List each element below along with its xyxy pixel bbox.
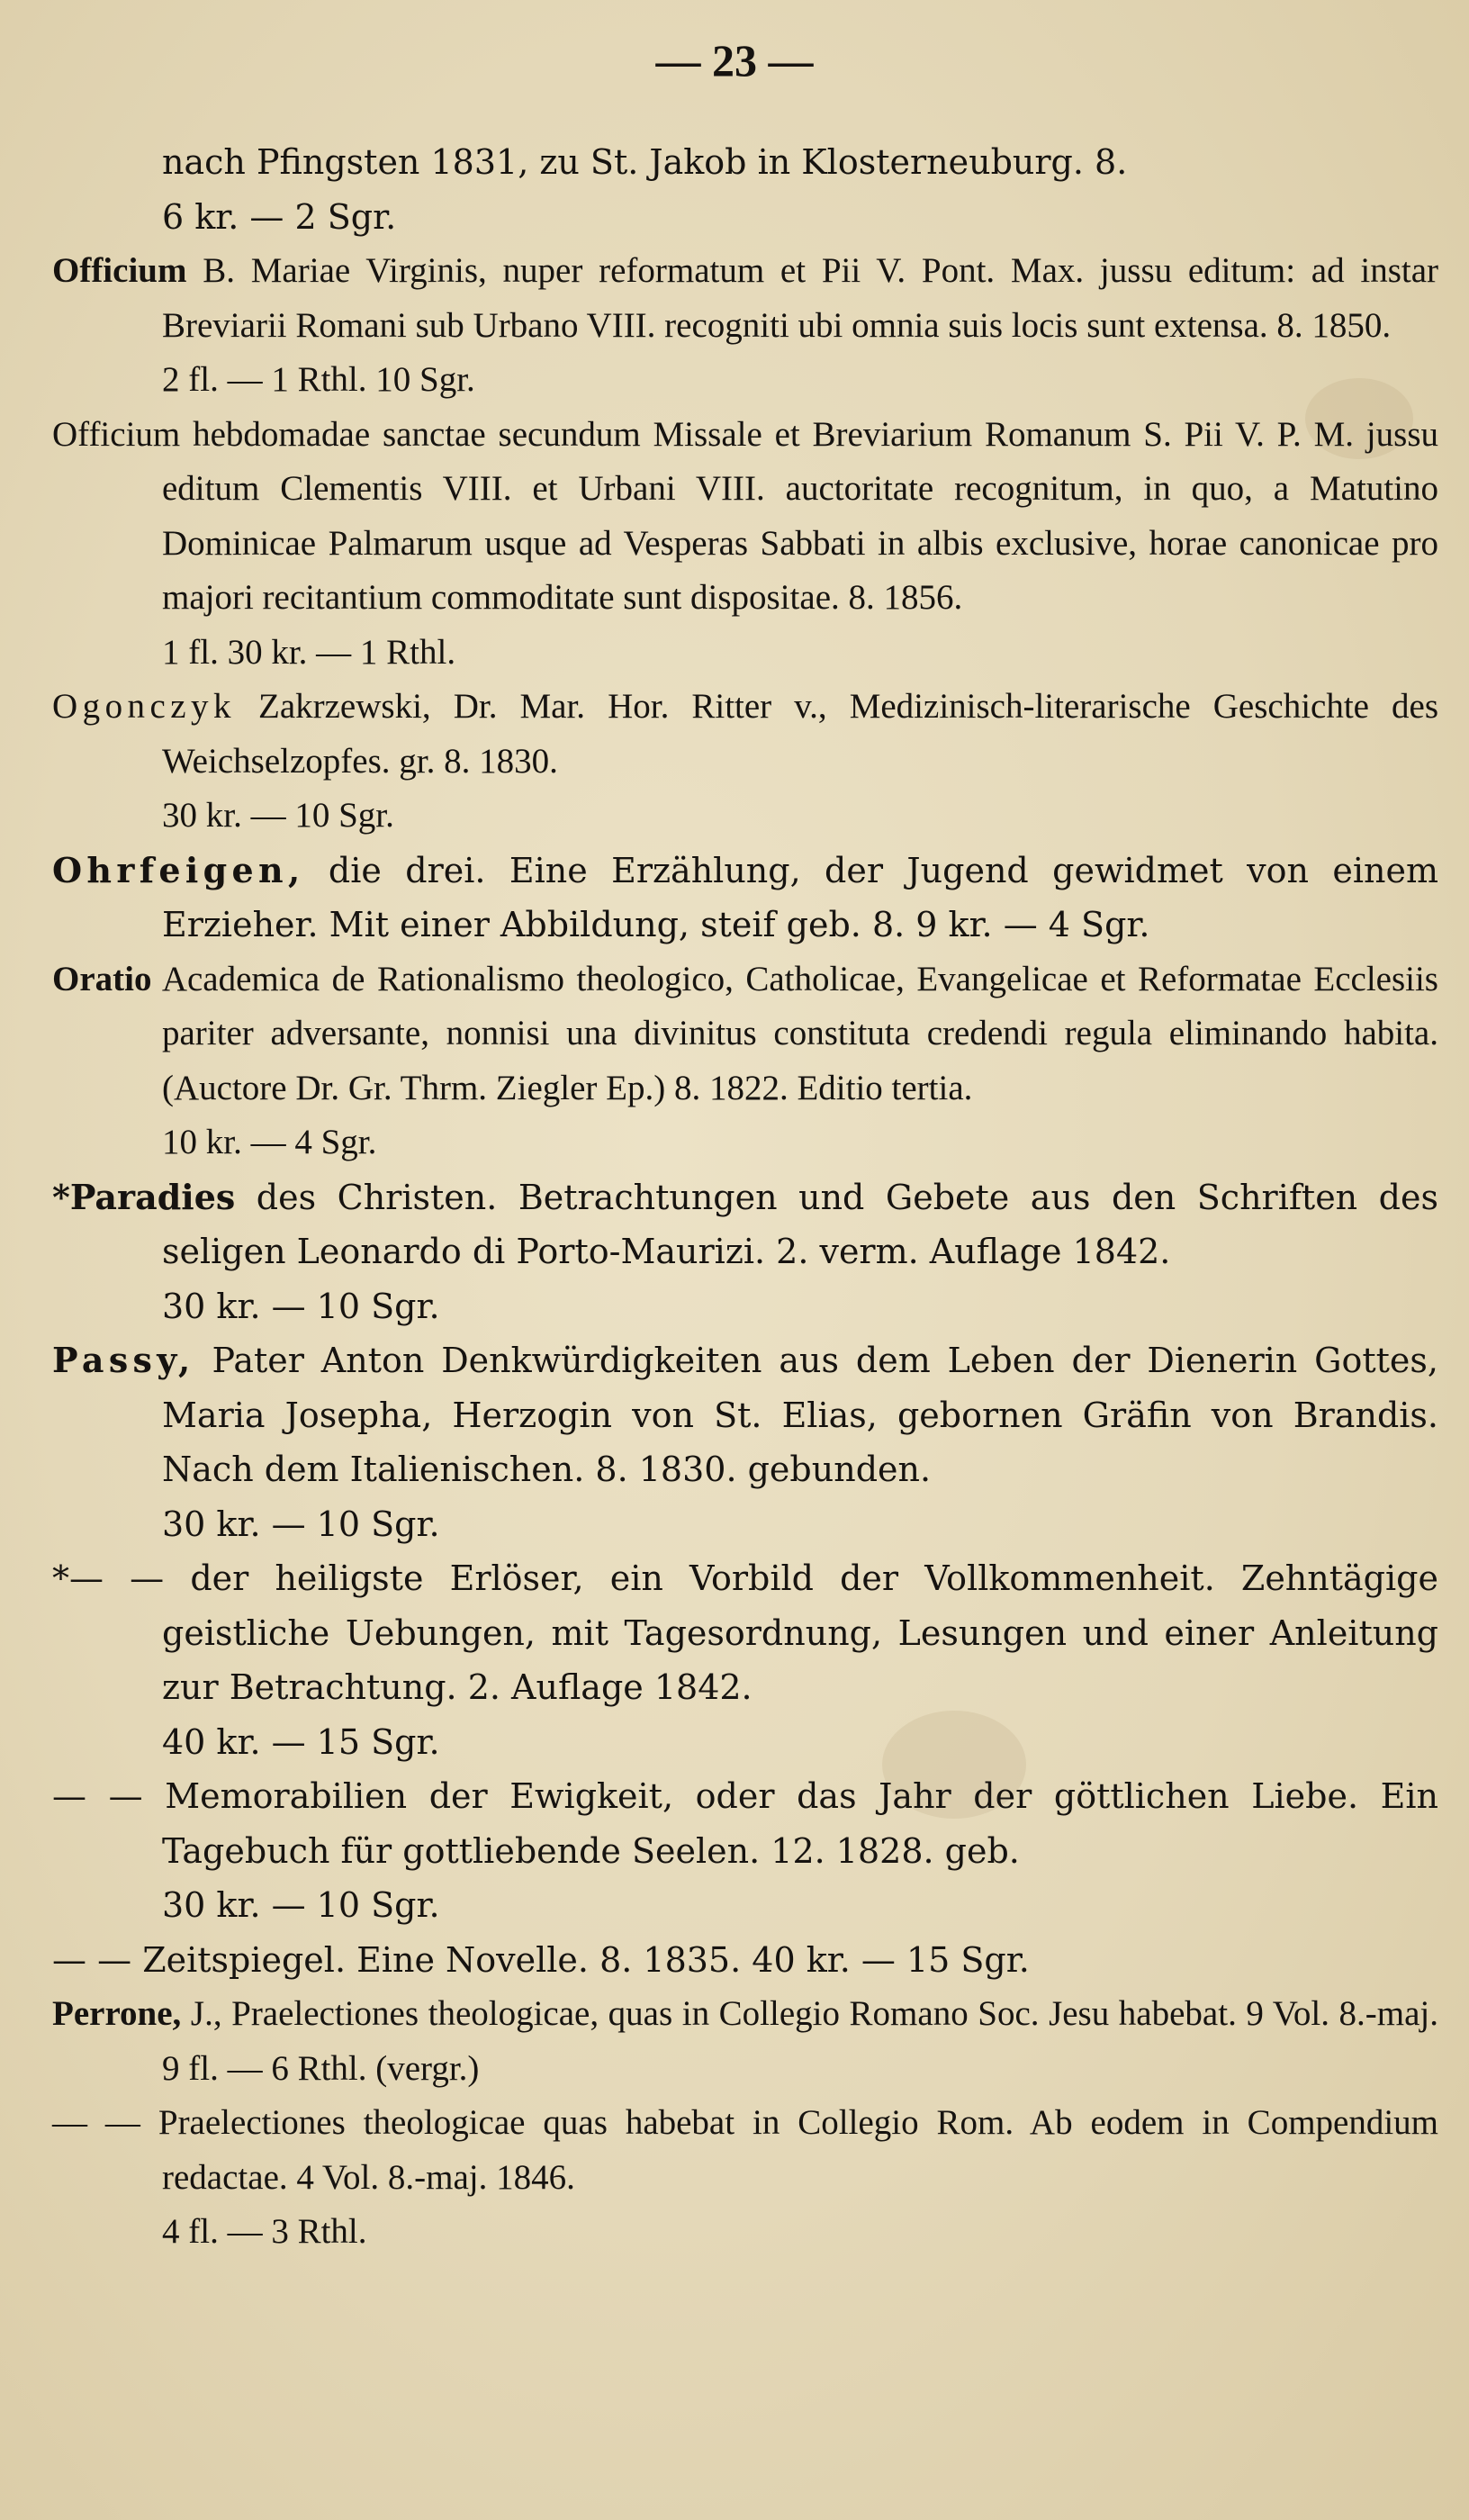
entry-text: die drei. Eine Erzählung, der Jugend gewidmet von einem Erzieher. Mit einer Abbildung, steif geb. 8. 9 kr. — 4 Sgr. [162, 850, 1438, 944]
entry-price: 30 kr. — 10 Sgr. [162, 796, 394, 835]
entry-price: 30 kr. — 10 Sgr. [162, 1286, 440, 1326]
entry-price: 40 kr. — 15 Sgr. [162, 1721, 440, 1762]
entry-text: J., Praelectiones theologicae, quas in Collegio Romano Soc. Jesu habebat. 9 Vol. 8.-maj. 9 fl. — 6 Rthl. (vergr.) [162, 1994, 1439, 2088]
entry-text: Praelectiones theologicae quas habebat in Collegio Rom. Ab eodem in Compendium redactae. 4 Vol. 8.-maj. 1846. [158, 2103, 1439, 2197]
entry-head: Oratio [52, 959, 152, 998]
entry-price: 30 kr. — 10 Sgr. [162, 1504, 440, 1544]
catalog-entries [52, 135, 1438, 2260]
catalog-entry [52, 1551, 1438, 1769]
entry-text: Zakrzewski, Dr. Mar. Hor. Ritter v., Medizinisch-literarische Geschichte des Weichselzopfes. gr. 8. 1830. [162, 687, 1438, 781]
entry-head: Passy, [52, 1340, 195, 1380]
catalog-entry [52, 2096, 1438, 2260]
entry-price: 10 kr. — 4 Sgr. [162, 1123, 377, 1161]
entry-head: Ohrfeigen, [52, 849, 305, 890]
entry-text: hebdomadae sanctae secundum Missale et Breviarium Romanum S. Pii V. P. M. jussu editum Clementis VIII. et Urbani VIII. auctoritate recognitum, in quo, a Matutino Dominicae Palmarum usque ad Vesperas Sabbati in albis exclusive, horae canonicae pro majori recitantium commoditate sunt dispositae. 8. 1856. [162, 414, 1438, 617]
catalog-entry [52, 1333, 1438, 1551]
entry-head: — — [52, 1776, 143, 1816]
entry-head: Perrone, [52, 1994, 182, 2033]
entry-text: der heiligste Erlöser, ein Vorbild der Vollkommenheit. Zehntägige geistliche Uebungen, mit Tagesordnung, Lesungen und einer Anleitung zur Betrachtung. 2. Auflage 1842. [162, 1558, 1438, 1707]
catalog-entry [52, 1987, 1438, 2096]
entry-price: 30 kr. — 10 Sgr. [162, 1885, 440, 1925]
entry-head: Officium [52, 251, 187, 290]
entry-text: nach Pfingsten 1831, zu St. Jakob in Klosterneuburg. 8. [162, 142, 1128, 182]
entry-text: Memorabilien der Ewigkeit, oder das Jahr der göttlichen Liebe. Ein Tagebuch für gottliebende Seelen. 12. 1828. geb. [162, 1776, 1438, 1871]
entry-head: Officium [52, 414, 181, 454]
catalog-entry [52, 1769, 1438, 1933]
entry-text: Zeitspiegel. Eine Novelle. 8. 1835. 40 kr. — 15 Sgr. [142, 1939, 1030, 1980]
entry-head: — — [52, 2103, 140, 2142]
entry-head: *— — [52, 1558, 165, 1598]
entry-price: 1 fl. 30 kr. — 1 Rthl. [162, 632, 456, 672]
entry-text: Pater Anton Denkwürdigkeiten aus dem Leben der Dienerin Gottes, Maria Josepha, Herzogin von St. Elias, gebornen Gräfin von Brandis. Nach dem Italienischen. 8. 1830. gebunden. [162, 1341, 1438, 1489]
page-number: — 23 — [655, 35, 814, 86]
entry-price: 4 fl. — 3 Rthl. [162, 2212, 367, 2251]
catalog-entry [52, 680, 1438, 844]
catalog-entry [52, 408, 1438, 681]
catalog-entry [52, 1170, 1438, 1334]
catalog-entry [52, 953, 1438, 1170]
entry-head: — — [52, 1939, 132, 1980]
catalog-entry [52, 1933, 1438, 1988]
catalog-entry [52, 135, 1438, 244]
entry-price: 6 kr. — 2 Sgr. [162, 196, 397, 237]
entry-price: 2 fl. — 1 Rthl. 10 Sgr. [162, 360, 475, 399]
catalog-entry [52, 244, 1438, 408]
catalog-entry [52, 844, 1438, 953]
entry-text: Academica de Rationalismo theologico, Catholicae, Evangelicae et Reformatae Ecclesiis pariter adversante, nonnisi una divinitus constituta credendi regula eliminando habita. (Auctore Dr. Gr. Thrm. Ziegler Ep.) 8. 1822. Editio tertia. [161, 959, 1438, 1107]
entry-head: *Paradies [52, 1176, 236, 1217]
entry-text: B. Mariae Virginis, nuper reformatum et Pii V. Pont. Max. jussu editum: ad instar Breviarii Romani sub Urbano VIII. recogniti ubi omnia suis locis sunt extensa. 8. 1850. [162, 251, 1438, 345]
entry-head: Ogonczyk [52, 687, 236, 726]
entry-text: des Christen. Betrachtungen und Gebete aus den Schriften des seligen Leonardo di Porto-Maurizi. 2. verm. Auflage 1842. [162, 1177, 1438, 1271]
